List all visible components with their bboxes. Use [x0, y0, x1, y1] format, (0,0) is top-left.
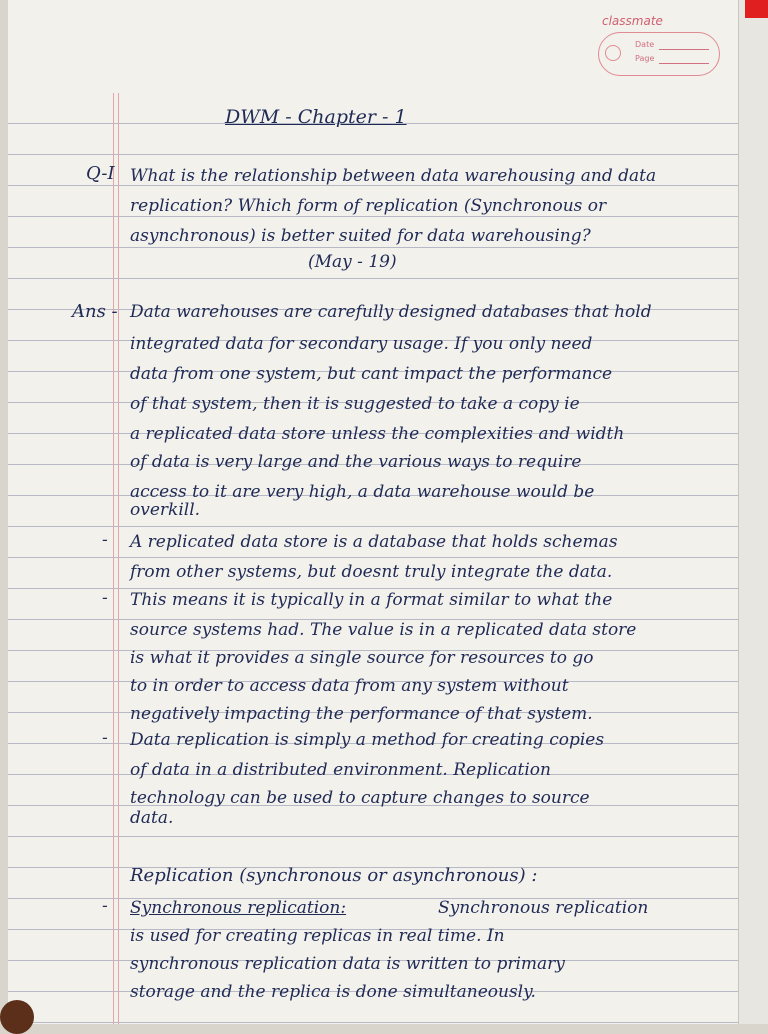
- page-title: DWM - Chapter - 1: [225, 106, 407, 128]
- answer-line: integrated data for secondary usage. If you only need: [130, 334, 593, 354]
- bullet-marker: -: [102, 728, 108, 748]
- answer-line: a replicated data store unless the complexities and width: [130, 424, 625, 444]
- sync-term: Synchronous replication:: [130, 898, 347, 918]
- bullet-marker: -: [102, 588, 108, 608]
- bullet-line: is what it provides a single source for resources to go: [130, 648, 594, 668]
- sync-line: storage and the replica is done simultaneously.: [130, 982, 536, 1002]
- page-label: Page: [635, 54, 655, 63]
- page-tab-marker: [745, 0, 768, 18]
- bullet-marker: -: [102, 896, 108, 916]
- answer-label: Ans -: [72, 301, 118, 322]
- date-line: [659, 49, 709, 50]
- bullet-line: Data replication is simply a method for creating copies: [130, 730, 605, 750]
- next-page-edge: [738, 0, 768, 1024]
- bullet-line: from other systems, but doesnt truly integrate the data.: [130, 562, 613, 582]
- answer-line: access to it are very high, a data warehouse would be: [130, 482, 595, 502]
- brand-label: classmate: [602, 14, 663, 28]
- question-line: replication? Which form of replication (Synchronous or: [130, 196, 607, 216]
- date-page-box: [598, 32, 720, 76]
- bullet-line: to in order to access data from any system without: [130, 676, 569, 696]
- brand-logo-icon: [605, 45, 621, 61]
- sync-line: is used for creating replicas in real time. In: [130, 926, 505, 946]
- answer-line: Data warehouses are carefully designed databases that hold: [130, 302, 652, 322]
- margin-line: [118, 0, 119, 1024]
- bullet-line: of data in a distributed environment. Replication: [130, 760, 551, 780]
- sync-line: Synchronous replication: [438, 898, 649, 918]
- answer-line: overkill.: [130, 500, 201, 520]
- bullet-line: negatively impacting the performance of that system.: [130, 704, 593, 724]
- answer-line: data from one system, but cant impact the performance: [130, 364, 613, 384]
- bullet-line: data.: [130, 808, 174, 828]
- bullet-marker: -: [102, 530, 108, 550]
- bullet-line: technology can be used to capture changes to source: [130, 788, 590, 808]
- page-line: [659, 63, 709, 64]
- question-line: What is the relationship between data warehousing and data: [130, 166, 657, 186]
- date-label: Date: [635, 40, 655, 49]
- answer-line: of data is very large and the various ways to require: [130, 452, 582, 472]
- notebook-binding-ring: [0, 1000, 34, 1034]
- answer-line: of that system, then it is suggested to take a copy ie: [130, 394, 580, 414]
- section-heading: Replication (synchronous or asynchronous) :: [130, 865, 538, 886]
- question-label: Q-I: [86, 163, 115, 184]
- notebook-page: [8, 0, 738, 1024]
- bullet-line: A replicated data store is a database that holds schemas: [130, 532, 618, 552]
- question-line: asynchronous) is better suited for data warehousing?: [130, 226, 591, 246]
- bullet-line: source systems had. The value is in a replicated data store: [130, 620, 637, 640]
- question-source: (May - 19): [308, 252, 397, 272]
- bullet-line: This means it is typically in a format similar to what the: [130, 590, 613, 610]
- sync-line: synchronous replication data is written to primary: [130, 954, 565, 974]
- margin-line: [113, 0, 114, 1024]
